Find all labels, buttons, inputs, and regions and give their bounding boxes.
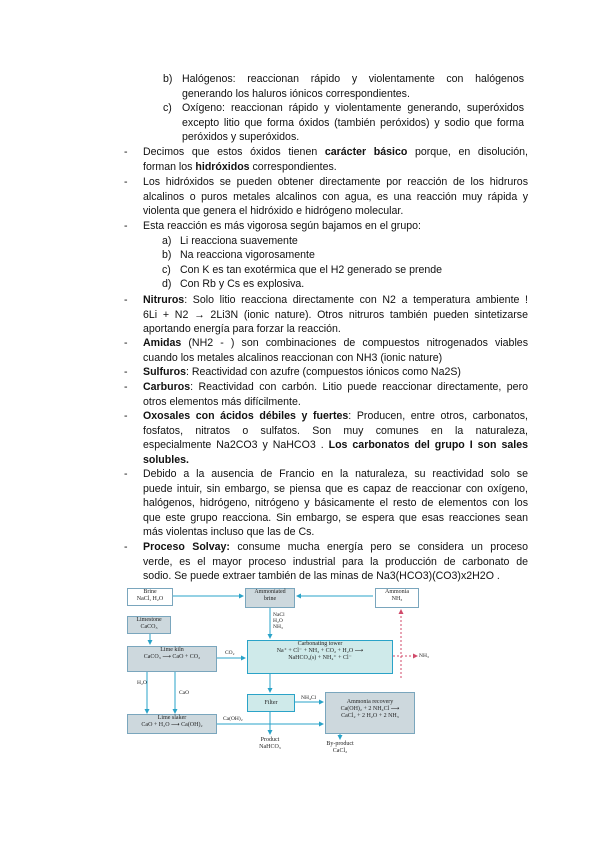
list-item-text: Oxígeno: reaccionan rápido y violentamente generando, superóxidos excepto litio que forma óxidos (también peróxidos) y sodio que forma peróxidos y superóxidos. [182, 102, 524, 144]
carbonating-tower-box: Carbonating tower Na⁺ + Cl⁻ + NH₃ + CO₂ + H₂O ⟶ NaHCO₃(s) + NH₄⁺ + Cl⁻ [247, 640, 393, 674]
h2o-label: H₂O [137, 680, 147, 686]
list-label: a) [162, 235, 172, 247]
list-item-text: Con Rb y Cs es explosiva. [180, 278, 305, 290]
paragraph-caracter-basico: Decimos que estos óxidos tienen carácter básico porque, en disolución, forman los hidróxidos correspondientes. [143, 146, 528, 173]
paragraph-solvay: Proceso Solvay: consume mucha energía pero se considera un proceso verde, es el mayor proceso industrial para la producción de carbonato de sodio. Se puede extraer también de las minas de Na3(HCO3)(CO3)x2H2O . [143, 541, 528, 583]
bullet-dash: - [124, 410, 128, 422]
caoh2-label: Ca(OH)₂ [223, 716, 243, 722]
bullet-dash: - [124, 176, 128, 188]
nh4cl-label: NH₄Cl [301, 695, 317, 701]
nh3-out-label: NH₃ [419, 653, 429, 659]
list-label: b) [162, 249, 172, 261]
bullet-dash: - [124, 541, 128, 553]
ammoniated-brine-box: Ammoniated brine [245, 588, 295, 608]
paragraph-amidas: Amidas (NH2 - ) son combinaciones de compuestos nitrogenados viables cuando los metales alcalinos reaccionan con NH3 (ionic nature) [143, 337, 528, 364]
list-label: c) [163, 102, 172, 114]
list-item-text: Con K es tan exotérmica que el H2 generado se prende [180, 264, 443, 276]
lime-slaker-box: Lime slaker CaO + H₂O ⟶ Ca(OH)₂ [127, 714, 217, 734]
bullet-dash: - [124, 381, 128, 393]
ammonia-recovery-box: Ammonia recovery Ca(OH)₂ + 2 NH₄Cl ⟶ CaCl₂ + 2 H₂O + 2 NH₃ [325, 692, 415, 734]
paragraph-oxosales: Oxosales con ácidos débiles y fuertes: Producen, entre otros, carbonatos, fosfatos, nitratos o sulfatos. Son muy comunes en la naturaleza, especialmente Na2CO3 y NaHCO3 . Los carbonatos del grupo I son sales solubles. [143, 410, 528, 466]
bullet-dash: - [124, 146, 128, 158]
bullet-dash: - [124, 220, 128, 232]
paragraph-hidroxidos: Los hidróxidos se pueden obtener directamente por reacción de los hidruros alcalinos o puros metales alcalinos con agua, es una reacción muy rápida y violenta que genera el hidróxido e hidrógeno molecular. [143, 176, 528, 218]
list-label: d) [162, 278, 172, 290]
bullet-dash: - [124, 468, 128, 480]
paragraph-nitruros: Nitruros: Solo litio reacciona directamente con N2 a temperatura ambiente ! 6Li + N2 → 2Li3N (ionic nature). Otros nitruros también pueden sintetizarse aportando energía para forzar la reacción. [143, 294, 528, 336]
list-item-text: Halógenos: reaccionan rápido y violentamente con halógenos generando los haluros iónicos correspondientes. [182, 73, 524, 100]
co2-label: CO₂ [225, 650, 235, 656]
paragraph-francio: Debido a la ausencia de Francio en la naturaleza, su reactividad solo se puede intuir, sin embargo, se piensa que es capaz de reaccionar con oxígeno, halógenos, hidrógeno, nitrógeno y básicamente el resto de elementos con los que este grupo reacciona. Sin embargo, se espera que esas reacciones sean más violentas incluso que las de Cs. [143, 468, 528, 539]
solvay-process-diagram [125, 586, 473, 760]
list-label: c) [162, 264, 171, 276]
list-item-text: Li reacciona suavemente [180, 235, 298, 247]
lime-kiln-box: Lime kiln CaCO₃ ⟶ CaO + CO₂ [127, 646, 217, 672]
limestone-box: Limestone CaCO₃ [127, 616, 171, 634]
paragraph-reaccion: Esta reacción es más vigorosa según bajamos en el grupo: [143, 220, 421, 232]
nacl-note: NaCl H₂O NH₃ [273, 612, 285, 630]
bullet-dash: - [124, 337, 128, 349]
ammonia-box: Ammonia NH₃ [375, 588, 419, 608]
filter-box: Filter [247, 694, 295, 712]
list-item-text: Na reacciona vigorosamente [180, 249, 315, 261]
bullet-dash: - [124, 294, 128, 306]
paragraph-sulfuros: Sulfuros: Reactividad con azufre (compuestos iónicos como Na2S) [143, 366, 461, 378]
paragraph-carburos: Carburos: Reactividad con carbón. Litio puede reaccionar directamente, pero otros elementos más difícilmente. [143, 381, 528, 408]
product-box: Product NaHCO₃ [249, 736, 291, 756]
cao-label: CaO [179, 690, 190, 696]
byproduct-box: By-product CaCl₂ [319, 740, 361, 758]
bullet-dash: - [124, 366, 128, 378]
list-label: b) [163, 73, 173, 85]
brine-box: Brine NaCl, H₂O [127, 588, 173, 606]
